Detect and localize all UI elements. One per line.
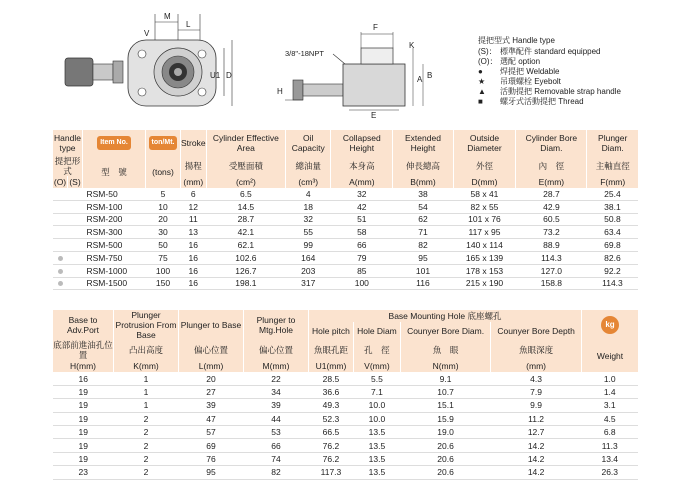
col-outside-header: Outside Diameter [453,130,516,156]
col-base-adv-header: Base to Adv.Port [53,310,114,340]
cell-u1: 52.3 [309,412,354,425]
cell-l: 69 [179,439,244,452]
legend-item: ● 焊提把 Weldable [478,67,560,76]
dim-b-label: B [427,71,433,80]
cell-tons: 20 [146,213,181,226]
handle-s-cell [68,226,83,239]
weight-label: Weight [596,351,624,362]
col-item-no-header [83,130,146,156]
cell-f: 63.4 [587,226,638,239]
handle-s-cell [68,239,83,252]
col-stroke-header: Stroke [181,130,207,156]
cell-u1: 117.3 [309,466,354,479]
cell-h: 19 [53,452,114,465]
cell-u1: 49.3 [309,399,354,412]
cell-tons: 50 [146,239,181,252]
handle-s-cell [68,251,83,264]
base-adv-zh-label: 底部前進油孔位置 [53,340,113,360]
legend-title: 提把型式 Handle type [478,36,555,45]
plunger-base-unit-label: L(mm) [179,360,244,372]
dim-e-label: E [371,111,377,120]
cell-n: 9.1 [400,372,490,385]
cell-m: 22 [244,372,309,385]
cell-b: 82 [393,239,453,252]
cell-v: 13.5 [353,425,400,438]
cell-b: 71 [393,226,453,239]
cell-v: 10.0 [353,399,400,412]
table-row [53,188,638,200]
table-row [53,372,638,385]
cell-m: 53 [244,425,309,438]
cell-tons: 75 [146,251,181,264]
table-row [53,277,638,290]
handle-o-label: (O) [53,177,67,187]
extended-zh-label: 伸長總高 [393,156,453,176]
cell-depth: 14.2 [491,466,582,479]
cell-w: 3.1 [582,399,639,412]
cell-depth: 4.3 [491,372,582,385]
cell-e: 28.7 [516,188,587,200]
cell-a: 32 [331,188,393,200]
hole-pitch-unit-label: U1(mm) [309,360,354,372]
cell-u1: 36.6 [309,385,354,398]
table-row [53,226,638,239]
handle-o-cell [53,226,68,239]
cell-n: 20.6 [400,452,490,465]
cell-tons: 100 [146,264,181,277]
cell-a: 66 [331,239,393,252]
cell-m: 66 [244,439,309,452]
handle-s-cell [68,277,83,290]
col-counyer-dia-header: Counyer Bore Diam. [400,322,490,340]
handle-zh-label: 提把形式 [53,156,83,176]
cell-stroke: 12 [181,200,207,213]
cell-f: 69.8 [587,239,638,252]
legend-item: (S)： 標準配件 standard equipped [478,47,601,56]
cell-n: 10.7 [400,385,490,398]
table1-body [53,188,638,290]
dim-l-label: L [186,20,191,29]
cell-model: RSM-1000 [83,264,146,277]
cell-k: 1 [114,385,179,398]
handle-o-cell [53,251,68,264]
legend-item: (O)： 選配 option [478,57,541,66]
cell-b: 54 [393,200,453,213]
cell-model: RSM-500 [83,239,146,252]
dim-m-label: M [164,12,171,21]
cell-n: 15.9 [400,412,490,425]
hole-diam-zh-label: 孔 徑 [353,340,400,360]
cell-b: 116 [393,277,453,290]
item-no-zh-label: 型 號 [83,156,146,188]
table-row [53,213,638,226]
cell-w: 11.3 [582,439,639,452]
plunger-zh-label: 主軸直徑 [595,161,630,171]
table-row [53,425,638,438]
col-hole-diam-header: Hole Diam [353,322,400,340]
cell-w: 26.3 [582,466,639,479]
oil-zh-label: 總油量 [286,156,331,176]
collapsed-zh-label: 本身高 [331,156,393,176]
handle-s-cell [68,200,83,213]
cell-l: 57 [179,425,244,438]
cell-v: 13.5 [353,439,400,452]
cell-n: 15.1 [400,399,490,412]
counyer-depth-zh-label: 魚眼深度 [491,340,582,360]
thread-label: 3/8"-18NPT [285,49,324,58]
extended-unit-label: B(mm) [393,176,453,188]
table2-header-row [53,310,638,322]
cell-m: 39 [244,399,309,412]
dim-u1-label: U1 [210,71,221,80]
table-row [53,439,638,452]
table-row [53,399,638,412]
col-plunger-prot-header: Plunger Protrusion From Base [114,310,179,340]
cell-b: 38 [393,188,453,200]
cell-area: 62.1 [206,239,286,252]
cell-d: 101 x 76 [453,213,516,226]
cell-w: 4.5 [582,412,639,425]
plunger-prot-zh-label: 凸出高度 [114,340,179,360]
dim-a-label: A [417,75,423,84]
cell-v: 13.5 [353,452,400,465]
area-zh-label: 受壓面積 [206,156,286,176]
weldable-handle-icon [58,281,63,286]
handle-o-cell [53,277,68,290]
cell-area: 14.5 [206,200,286,213]
cell-depth: 7.9 [491,385,582,398]
col-plunger-header: Plunger Diam. [598,133,628,153]
cell-l: 95 [179,466,244,479]
cell-h: 19 [53,399,114,412]
cell-model: RSM-50 [83,188,146,200]
cell-depth: 14.2 [491,452,582,465]
col-plunger-mtg-header: Plunger to Mtg.Hole [244,310,309,340]
dim-k-label: K [409,41,415,50]
cell-a: 79 [331,251,393,264]
cell-h: 19 [53,439,114,452]
specs-table-1 [53,130,638,290]
cell-u1: 66.5 [309,425,354,438]
cell-e: 114.3 [516,251,587,264]
outside-unit-label: D(mm) [453,176,516,188]
col-tons-header [146,130,181,156]
hole-diam-unit-label: V(mm) [353,360,400,372]
cell-a: 85 [331,264,393,277]
handle-o-cell [53,200,68,213]
cell-a: 100 [331,277,393,290]
handle-s-cell [68,188,83,200]
legend-item: ★ 吊環螺栓 Eyebolt [478,77,561,86]
plunger-mtg-zh-label: 偏心位置 [244,340,309,360]
hole-pitch-zh-label: 魚眼孔距 [309,340,354,360]
cell-n: 19.0 [400,425,490,438]
cell-h: 23 [53,466,114,479]
cell-depth: 11.2 [491,412,582,425]
cell-d: 117 x 95 [453,226,516,239]
handle-type-legend [478,36,621,107]
cell-m: 44 [244,412,309,425]
col-counyer-depth-header: Counyer Bore Depth [491,322,582,340]
cell-a: 51 [331,213,393,226]
collapsed-unit-label: A(mm) [331,176,393,188]
cell-v: 13.5 [353,466,400,479]
cell-tons: 5 [146,188,181,200]
mounting-group-header: Base Mounting Hole 底座螺孔 [309,310,582,322]
table1-header-row [53,130,638,156]
cell-m: 34 [244,385,309,398]
handle-s-label: (S) [69,177,81,187]
cell-e: 60.5 [516,213,587,226]
cell-tons: 10 [146,200,181,213]
plunger-mtg-unit-label: M(mm) [244,360,309,372]
cell-d: 82 x 55 [453,200,516,213]
plunger-base-zh-label: 偏心位置 [179,340,244,360]
cell-e: 88.9 [516,239,587,252]
cell-model: RSM-100 [83,200,146,213]
cell-stroke: 6 [181,188,207,200]
cell-w: 1.0 [582,372,639,385]
cell-u1: 76.2 [309,452,354,465]
col-area-header: Cylinder Effective Area [206,130,286,156]
cell-area: 6.5 [206,188,286,200]
cell-oil: 32 [286,213,331,226]
cell-n: 20.6 [400,439,490,452]
cell-stroke: 16 [181,277,207,290]
cell-l: 20 [179,372,244,385]
item-no-badge: Item No. [97,136,131,150]
cell-depth: 14.2 [491,439,582,452]
cell-l: 47 [179,412,244,425]
cell-oil: 317 [286,277,331,290]
cell-l: 76 [179,452,244,465]
cell-b: 95 [393,251,453,264]
cell-k: 2 [114,466,179,479]
cell-l: 27 [179,385,244,398]
cell-stroke: 16 [181,239,207,252]
cell-oil: 55 [286,226,331,239]
handle-o-cell [53,213,68,226]
col-plunger-base-header: Plunger to Base [179,310,244,340]
cell-f: 25.4 [587,188,638,200]
stroke-zh-label: 揚程 [181,156,207,176]
handle-s-cell [68,213,83,226]
cell-u1: 76.2 [309,439,354,452]
cell-v: 10.0 [353,412,400,425]
cell-f: 82.6 [587,251,638,264]
bore-zh-label: 內 徑 [516,156,587,176]
table-row [53,200,638,213]
cell-b: 101 [393,264,453,277]
counyer-dia-unit-label: N(mm) [400,360,490,372]
cell-stroke: 13 [181,226,207,239]
cell-oil: 18 [286,200,331,213]
table-row [53,452,638,465]
cell-oil: 164 [286,251,331,264]
bore-unit-label: E(mm) [516,176,587,188]
cell-f: 38.1 [587,200,638,213]
outside-zh-label: 外徑 [453,156,516,176]
counyer-dia-zh-label: 魚 眼 [400,340,490,360]
cell-h: 16 [53,372,114,385]
cell-tons: 150 [146,277,181,290]
cylinder-side-view-diagram [265,20,465,120]
cell-h: 19 [53,425,114,438]
cell-tons: 30 [146,226,181,239]
table2-unit-row [53,360,638,372]
cell-k: 1 [114,372,179,385]
counyer-depth-unit-label: (mm) [491,360,582,372]
specs-table-2 [53,310,638,480]
col-hole-pitch-header: Hole pitch [309,322,354,340]
dim-d-label: D [226,71,232,80]
plunger-prot-unit-label: K(mm) [114,360,179,372]
dim-f-label: F [373,23,378,32]
handle-o-cell [53,264,68,277]
dim-v-label: V [144,29,150,38]
cell-v: 7.1 [353,385,400,398]
cell-f: 50.8 [587,213,638,226]
cell-stroke: 11 [181,213,207,226]
table-row [53,385,638,398]
cell-e: 127.0 [516,264,587,277]
cell-f: 114.3 [587,277,638,290]
table-row [53,264,638,277]
cell-model: RSM-1500 [83,277,146,290]
cell-area: 28.7 [206,213,286,226]
handle-o-cell [53,188,68,200]
cell-f: 92.2 [587,264,638,277]
cell-d: 58 x 41 [453,188,516,200]
cell-h: 19 [53,412,114,425]
tons-unit-label: (tons) [146,156,181,188]
dim-h-label: H [277,87,283,96]
cell-v: 5.5 [353,372,400,385]
cell-oil: 203 [286,264,331,277]
table2-body [53,372,638,479]
cell-area: 198.1 [206,277,286,290]
cell-stroke: 16 [181,251,207,264]
col-bore-header: Cylinder Bore Diam. [516,130,587,156]
cell-e: 73.2 [516,226,587,239]
table-row [53,412,638,425]
table-row [53,239,638,252]
cell-w: 6.8 [582,425,639,438]
cell-stroke: 16 [181,264,207,277]
weldable-handle-icon [58,269,63,274]
stroke-unit-label: (mm) [181,176,207,188]
cell-area: 102.6 [206,251,286,264]
handle-o-cell [53,239,68,252]
cell-k: 2 [114,425,179,438]
cell-area: 126.7 [206,264,286,277]
cell-depth: 12.7 [491,425,582,438]
cell-h: 19 [53,385,114,398]
table-row [53,466,638,479]
oil-unit-label: (cm³) [286,176,331,188]
cell-l: 39 [179,399,244,412]
cell-d: 178 x 153 [453,264,516,277]
cell-w: 1.4 [582,385,639,398]
cell-m: 82 [244,466,309,479]
cell-d: 140 x 114 [453,239,516,252]
cell-k: 2 [114,412,179,425]
cell-k: 2 [114,439,179,452]
cell-u1: 28.5 [309,372,354,385]
base-adv-unit-label: H(mm) [53,360,114,372]
cell-b: 62 [393,213,453,226]
cell-w: 13.4 [582,452,639,465]
table2-zh-row [53,340,638,360]
cell-oil: 4 [286,188,331,200]
col-collapsed-header: Collapsed Height [331,130,393,156]
cell-k: 1 [114,399,179,412]
cell-model: RSM-750 [83,251,146,264]
table-row [53,251,638,264]
legend-item: ▲ 活動提把 Removable strap handle [478,87,621,96]
area-unit-label: (cm²) [206,176,286,188]
cylinder-top-view-diagram [60,8,260,128]
cell-area: 42.1 [206,226,286,239]
cell-a: 58 [331,226,393,239]
table1-subheader-row [53,156,638,176]
cell-d: 165 x 139 [453,251,516,264]
cell-e: 158.8 [516,277,587,290]
weldable-handle-icon [58,256,63,261]
cell-d: 215 x 190 [453,277,516,290]
cell-oil: 99 [286,239,331,252]
plunger-unit-label: F(mm) [600,177,626,187]
cell-m: 74 [244,452,309,465]
col-extended-header: Extended Height [393,130,453,156]
ton-badge: ton/Mt. [149,136,178,150]
cell-a: 42 [331,200,393,213]
legend-item: ■ 螺牙式活動提把 Thread [478,97,584,106]
cell-k: 2 [114,452,179,465]
handle-s-cell [68,264,83,277]
kg-badge: kg [601,316,619,334]
col-oil-header: Oil Capacity [286,130,331,156]
cell-model: RSM-300 [83,226,146,239]
cell-e: 42.9 [516,200,587,213]
col-weight-badge [582,310,639,340]
cell-model: RSM-200 [83,213,146,226]
cell-n: 20.6 [400,466,490,479]
cell-depth: 9.9 [491,399,582,412]
col-handle-header: Handle type [53,130,83,156]
